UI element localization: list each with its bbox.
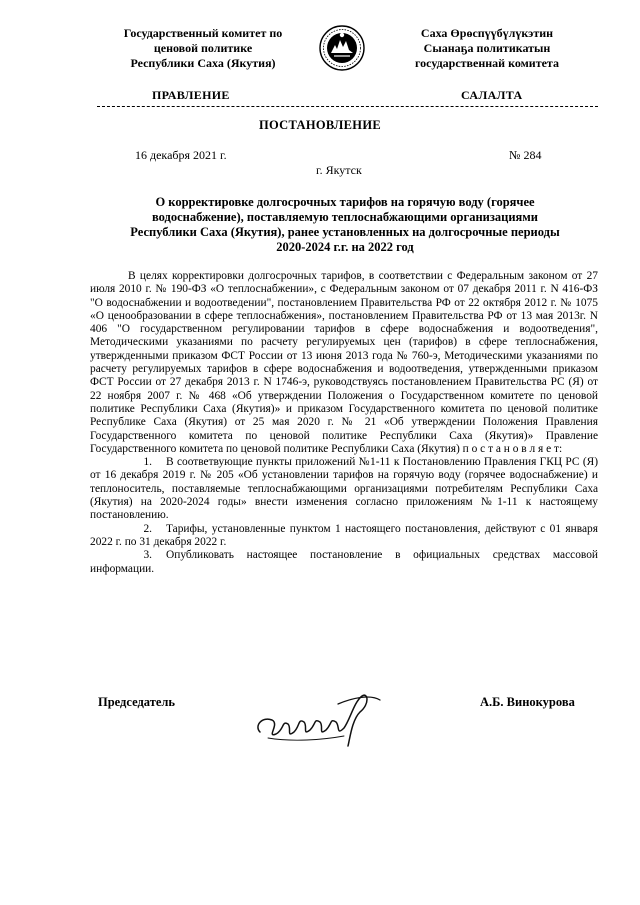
header-divider	[97, 106, 598, 107]
doc-title-line: Республики Саха (Якутия), ранее установленных на долгосрочные периоды	[130, 225, 560, 239]
doc-type-row	[0, 116, 640, 134]
coat-of-arms-icon	[318, 18, 366, 78]
item-number: 3.	[143, 549, 152, 562]
body-item-2	[90, 523, 598, 550]
doc-title-line: О корректировке долгосрочных тарифов на горячую воду (горячее	[155, 195, 535, 209]
doc-date: 16 декабря 2021 г.	[135, 148, 227, 162]
body-item-3	[90, 549, 598, 576]
doc-title-line: 2020-2024 г.г. на 2022 год	[276, 240, 414, 254]
doc-number: № 284	[509, 148, 542, 162]
header-left-line: ценовой политике	[153, 41, 253, 55]
signature-role: Председатель	[98, 695, 176, 709]
doc-type: ПОСТАНОВЛЕНИЕ	[258, 118, 381, 132]
handwritten-signature	[252, 682, 387, 752]
header-right-line: Саха Өрөспүүбүлүкэтин	[420, 26, 554, 40]
item-number: 2.	[143, 522, 152, 535]
header-left-line: Республики Саха (Якутия)	[130, 56, 276, 70]
body-intro: В целях корректировки долгосрочных тарифов, в соответствии с Федеральным законом от 27 июля 2010 г. № 190-ФЗ «О теплоснабжении», с Федеральным законом от 07 декабря 2011 г. N 416-ФЗ "О водоснабжении и водоотведении", постановлением Правительства РФ от 22 октября 2012 г. № 1075 «О ценообразовании в сфере теплоснабжения», постановлением Правительства РФ от 13 мая 2013г. N 406 "О государственном регулировании тарифов в сфере водоснабжения и водоотведения", Методическими указаниями по расчету регулируемых цен (тарифов) в сфере теплоснабжения, утвержденными приказом ФСТ России от 13 июня 2013 года № 760-э, Методическими указаниями по расчету регулируемых тарифов в сфере водоснабжения и водоотведения, утвержденными приказом ФСТ России от 27 декабря 2013 г. N 1746-э, руководствуясь постановлением Правительства РС (Я) от 22 ноября 2007 г. № 468 «Об утверждении Положения о Государственном комитете по ценовой политике Республики Саха (Якутия)» и приказом Государственного комитета по ценовой политике Республике Саха (Якутия) от 25 мая 2020 г. № 21 «Об утверждении Положения Правления Государственного комитета по ценовой политике Республики Саха (Якутия)» Правление Государственного комитета по ценовой политике Республики Саха (Якутия) п о с т а н о в л я е т:	[90, 270, 598, 455]
body-item-1	[90, 456, 598, 522]
header-right-line: Сыанаҕа политикатын	[423, 41, 551, 55]
section-left-label: ПРАВЛЕНИЕ	[152, 88, 230, 102]
item-text: Опубликовать настоящее постановление в официальных средствах массовой информации.	[90, 549, 598, 575]
doc-body	[90, 270, 598, 576]
doc-city: г. Якутск	[316, 163, 362, 177]
section-right-label: САЛАЛТА	[461, 88, 523, 102]
header-left-org	[98, 26, 308, 71]
signature-name: А.Б. Винокурова	[480, 695, 575, 709]
header-left-line: Государственный комитет по	[123, 26, 283, 40]
item-text: Тарифы, установленные пунктом 1 настоящего постановления, действуют с 01 января 2022 г. по 31 декабря 2022 г.	[90, 522, 598, 548]
item-number: 1.	[143, 456, 152, 469]
header-right-org	[372, 26, 602, 71]
header-right-line: государственнай комитета	[415, 56, 559, 70]
item-text: В соответвующие пункты приложений №1-11 к Постановлению Правления ГКЦ РС (Я) от 16 декабря 2019 г. № 205 «Об установлении тарифов на горячую воду (горячее водоснабжение) и теплоноситель, поставляемые теплоснабжающими организациями потребителям Республики Саха (Якутия) на 2020-2024 годы» внести изменения согласно приложениям №1-11 к настоящему постановлению.	[90, 456, 598, 522]
doc-title	[90, 195, 600, 255]
doc-title-line: водоснабжение), поставляемую теплоснабжающими организациями	[151, 210, 539, 224]
